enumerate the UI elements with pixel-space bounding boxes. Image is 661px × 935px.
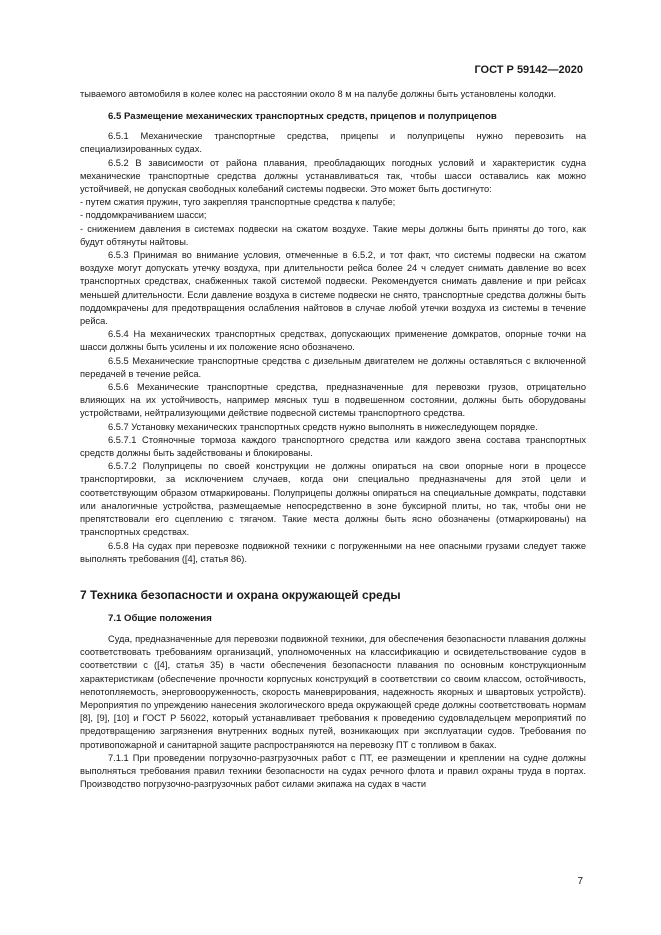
continued-paragraph: тываемого автомобиля в колее колес на расстоянии около 8 м на палубе должны быть установлены колодки. [80, 89, 557, 99]
list-item: - путем сжатия пружин, туго закрепляя транспортные средства к палубе; [80, 197, 396, 208]
list-item: - снижением давления в системах подвески на сжатом воздухе. Такие меры должны быть приняты до того, как будут обтянуты найтовы. [80, 223, 586, 247]
paragraph-6-5-2: 6.5.2 В зависимости от района плавания, преобладающих погодных условий и характеристик судна механические транспортные средства должны устанавливаться так, чтобы шасси оставались как можно устойчивей, не допуская свободных колебаний системы подвески. Это может быть достигнуто: [80, 157, 586, 195]
paragraph-6-5-7: 6.5.7 Установку механических транспортных средств нужно выполнять в нижеследующем порядке. [108, 421, 538, 432]
paragraph-6-5-4: 6.5.4 На механических транспортных средствах, допускающих применение домкратов, опорные точки на шасси должны быть усилены и их положение ясно обозначено. [80, 329, 586, 353]
paragraph-6-5-7-2: 6.5.7.2 Полуприцепы по своей конструкции не должны опираться на свои опорные ноги в процессе транспортировки, за исключением случаев, когда они специально предназначены для этой цели и соответствующим образом отмаркированы. Полуприцепы должны опираться на специальные домкраты, подставки или аналогичные устройства, размещаемые непосредственно в зоне буксирной плиты, но так, чтобы они не препятствовали его сцеплению с тягачом. Такие места должны быть ясно обозначены (отмаркированы) на транспортных средствах. [80, 461, 586, 538]
paragraph-7-1-1: 7.1.1 При проведении погрузочно-разгрузочных работ с ПТ, ее размещении и креплении на судне должны выполняться требования правил техники безопасности на судах речного флота и правил охраны труда в портах. Производство погрузочно-разгрузочных работ силами экипажа на судах в части [80, 752, 586, 790]
paragraph-7-1: Суда, предназначенные для перевозки подвижной техники, для обеспечения безопасности плавания должны соответствовать требованиям организаций, уполномоченных на классификацию и освидетельствование судов в соответствии с ([4], статья 35) в части обеспечения безопасности плавания по основным конструкционным характеристикам (обеспечение прочности корпусных конструкций в соответствии со своим классом, остойчивость, непотопляемость, энерговооруженность, скорость маневрирования, надежность якорных и швартовых устройств). Мероприятия по упреждению нанесения экологического вреда окружающей среде должны соответствовать нормам [8], [9], [10] и ГОСТ Р 56022, который устанавливает требования к проведению судовладельцем мероприятий по предотвращению загрязнения внутренних водных путей, возникающих при эксплуатации судов. Требования по противопожарной и санитарной защите распространяются на перевозку ПТ с топливом в баках. [80, 633, 586, 750]
section-7-1-heading: 7.1 Общие положения [108, 612, 212, 624]
paragraph-6-5-5: 6.5.5 Механические транспортные средства с дизельным двигателем не должны оставляться с включенной передачей в течение рейса. [80, 355, 586, 379]
paragraph-6-5-6: 6.5.6 Механические транспортные средства, предназначенные для перевозки грузов, отрицательно влияющих на их устойчивость, например мясных туш в подвешенном состоянии, должны быть оборудованы устройствами, нейтрализующими действие подвесной системы транспортного средства. [80, 382, 586, 419]
section-7-heading: 7 Техника безопасности и охрана окружающей среды [80, 587, 401, 602]
paragraph-6-5-1: 6.5.1 Механические транспортные средства, прицепы и полуприцепы нужно перевозить на специализированных судах. [80, 131, 586, 155]
paragraph-6-5-3: 6.5.3 Принимая во внимание условия, отмеченные в 6.5.2, и тот факт, что системы подвески на сжатом воздухе могут допускать утечку воздуха, при длительности рейса более 24 ч следует снимать давление во всех транспортных средствах, снабженных такой системой подвески. Рекомендуется снимать давление и при рейсах меньшей длительности. Если давление воздуха в системе подвески не снято, транспортные средства должны быть поддомкрачены для предотвращения ослабления найтовов в случае любой утечки воздуха из системы в течение рейса. [80, 250, 586, 327]
page-content [80, 88, 586, 791]
section-6-5-heading: 6.5 Размещение механических транспортных средств, прицепов и полуприцепов [108, 111, 497, 123]
standard-number: ГОСТ Р 59142—2020 [474, 64, 583, 76]
list-item: - поддомкрачиванием шасси; [80, 210, 207, 221]
paragraph-6-5-8: 6.5.8 На судах при перевозке подвижной техники с погруженными на нее опасными грузами следует также выполнять требования ([4], статья 86). [80, 540, 586, 564]
paragraph-6-5-7-1: 6.5.7.1 Стояночные тормоза каждого транспортного средства или каждого звена состава транспортных средств должны быть задействованы и блокированы. [80, 434, 586, 459]
page-number: 7 [577, 876, 583, 887]
